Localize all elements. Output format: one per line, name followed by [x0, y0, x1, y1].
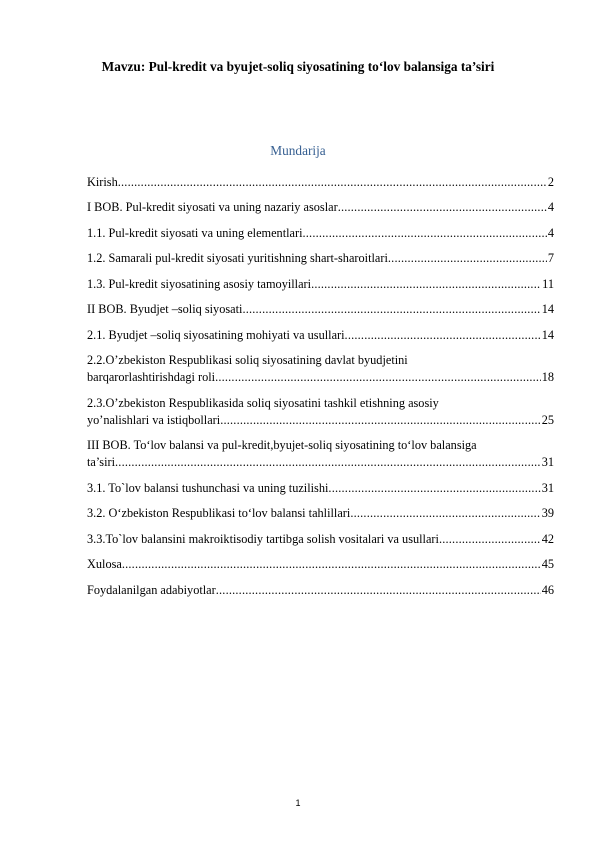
toc-heading: Mundarija	[270, 143, 326, 158]
toc-entry-text: Foydalanilgan adabiyotlar	[87, 582, 216, 597]
toc-entry[interactable]	[87, 395, 554, 429]
toc-entry[interactable]	[87, 556, 554, 573]
toc-entry[interactable]	[87, 437, 554, 471]
toc-dot-leader	[388, 250, 547, 267]
toc-entry-text: 1.1. Pul-kredit siyosati va uning elementlari	[87, 225, 303, 240]
toc-entry-text: Xulosa	[87, 557, 122, 571]
toc-entry[interactable]	[87, 225, 554, 242]
toc-page-number: 4	[547, 225, 554, 240]
toc-entry-text: 3.3.To`lov balansini makroiktisodiy tartibga solish vositalari va usullari	[87, 531, 439, 546]
page-number: 1	[295, 798, 301, 808]
toc-entry-text: 2.3.O’zbekiston Respublikasida soliq siyosatini tashkil etishning asosiy	[87, 395, 439, 410]
toc-entry[interactable]	[87, 199, 554, 216]
toc-page-number: 7	[547, 251, 554, 265]
toc-page-number: 46	[541, 582, 554, 597]
toc-entry-text: II BOB. Byudjet –soliq siyosati	[87, 302, 243, 316]
toc-entry-text: 1.2. Samarali pul-kredit siyosati yuritishning shart-sharoitlari	[87, 251, 388, 265]
toc-dot-leader	[311, 276, 541, 293]
toc-entry-text: Kirish	[87, 174, 118, 189]
toc-entry[interactable]	[87, 582, 554, 599]
toc-entry[interactable]	[87, 250, 554, 267]
toc-page-number: 31	[541, 480, 554, 495]
toc-entry[interactable]	[87, 352, 554, 386]
toc-entry[interactable]	[87, 174, 554, 191]
toc-page-number: 39	[541, 506, 554, 520]
toc-entry[interactable]	[87, 276, 554, 293]
toc-dot-leader	[338, 199, 547, 216]
toc-dot-leader	[439, 531, 541, 548]
toc-dot-leader	[242, 301, 540, 318]
toc-dot-leader	[328, 480, 540, 497]
toc-dot-leader	[216, 582, 541, 599]
toc-dot-leader	[350, 505, 540, 522]
toc-entry-text: ta’siri	[87, 455, 116, 469]
toc-page-number: 18	[541, 370, 554, 384]
toc-entry-text: barqarorlashtirishdagi roli	[87, 370, 216, 384]
table-of-contents	[87, 165, 554, 599]
toc-entry-text: 3.2. O‘zbekiston Respublikasi to‘lov balansi tahlillari	[87, 506, 351, 520]
toc-page-number: 14	[541, 302, 554, 316]
toc-entry-text: 1.3. Pul-kredit siyosatining asosiy tamoyillari	[87, 276, 312, 291]
toc-page-number: 45	[541, 557, 554, 571]
toc-page-number: 11	[542, 276, 554, 291]
toc-entry-text: 2.2.O’zbekiston Respublikasi soliq siyosatining davlat byudjetini	[87, 353, 408, 367]
toc-entry-text: 3.1. To`lov balansi tushunchasi va uning tuzilishi	[87, 480, 329, 495]
toc-page-number: 25	[541, 412, 554, 427]
toc-dot-leader	[303, 225, 547, 242]
toc-page-number: 4	[547, 200, 554, 214]
toc-dot-leader	[122, 556, 541, 573]
toc-page-number: 2	[547, 174, 554, 189]
toc-dot-leader	[345, 327, 541, 344]
toc-entry[interactable]	[87, 301, 554, 318]
toc-entry[interactable]	[87, 505, 554, 522]
toc-entry-text: yo’nalishlari va istiqbollari	[87, 412, 221, 427]
page-title: Mavzu: Pul-kredit va byujet-soliq siyosatining to‘lov balansiga ta’siri	[101, 59, 495, 74]
toc-entry-text: 2.1. Byudjet –soliq siyosatining mohiyati va usullari	[87, 327, 345, 342]
toc-entry-text: I BOB. Pul-kredit siyosati va uning nazariy asoslar	[87, 200, 338, 214]
toc-page-number: 14	[541, 327, 554, 342]
toc-page-number: 31	[541, 455, 554, 469]
toc-dot-leader	[215, 369, 541, 386]
toc-dot-leader	[118, 174, 547, 191]
toc-entry-text: III BOB. To‘lov balansi va pul-kredit,byujet-soliq siyosatining to‘lov balansiga	[87, 438, 477, 452]
toc-entry[interactable]	[87, 531, 554, 548]
toc-dot-leader	[115, 454, 541, 471]
toc-entry[interactable]	[87, 480, 554, 497]
toc-page-number: 42	[541, 531, 554, 546]
toc-entry[interactable]	[87, 327, 554, 344]
toc-dot-leader	[220, 412, 541, 429]
